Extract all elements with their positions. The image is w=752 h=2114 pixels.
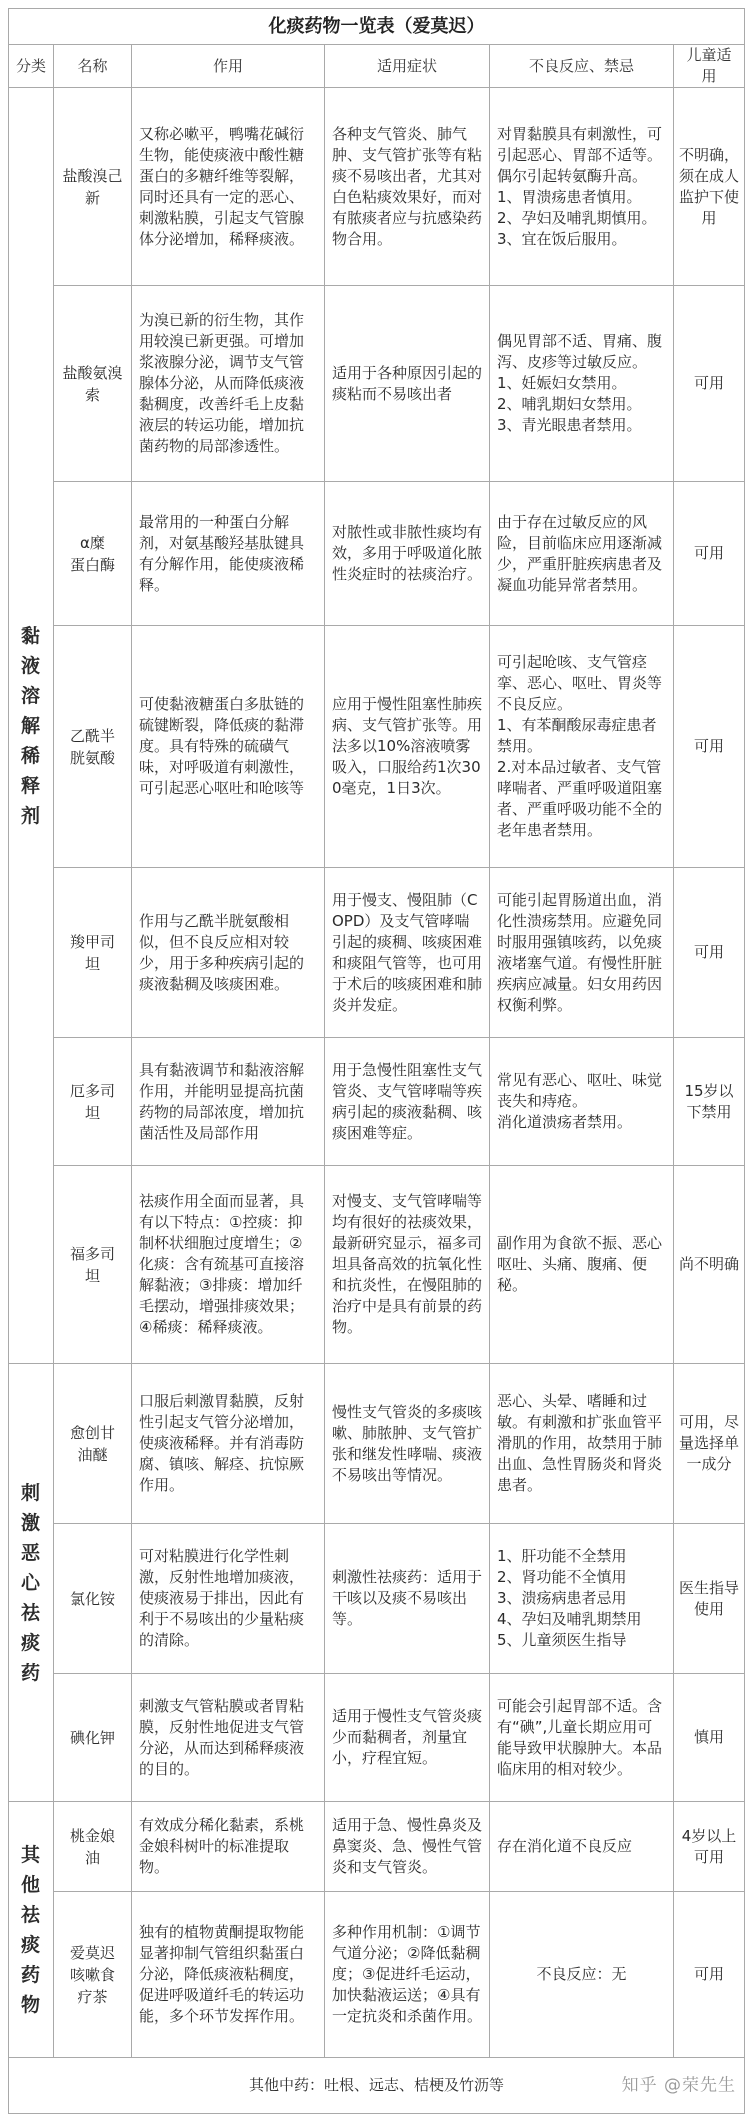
drug-children: 15岁以下禁用 xyxy=(674,1038,745,1166)
drug-name: 福多司 坦 xyxy=(54,1166,132,1364)
drug-action: 作用与乙酰半胱氨酸相似，但不良反应相对较少，用于多种疾病引起的痰液黏稠及咳痰困难。 xyxy=(132,868,325,1038)
category-label: 黏液溶解稀释剂 xyxy=(20,624,41,827)
drug-action: 可使黏液糖蛋白多肽链的硫键断裂，降低痰的黏滞度。具有特殊的硫磺气味，对呼吸道有刺激性，可引起恶心呕吐和呛咳等 xyxy=(132,626,325,868)
drug-children: 可用 xyxy=(674,482,745,626)
header-name: 名称 xyxy=(54,45,132,88)
header-category: 分类 xyxy=(9,45,54,88)
drug-symptoms: 用于慢支、慢阻肺（COPD）及支气管哮喘引起的痰稠、咳痰困难和痰阻气管等，也可用于术后的咳痰困难和肺炎并发症。 xyxy=(325,868,490,1038)
drug-symptoms: 多种作用机制：①调节气道分泌；②降低黏稠度；③促进纤毛运动，加快黏液运送；④具有一定抗炎和杀菌作用。 xyxy=(325,1892,490,2058)
drug-children: 可用 xyxy=(674,1892,745,2058)
drug-children: 尚不明确 xyxy=(674,1166,745,1364)
drug-adverse: 常见有恶心、呕吐、味觉丧失和痔疮。 消化道溃疡者禁用。 xyxy=(490,1038,674,1166)
drug-table xyxy=(8,8,745,2114)
drug-symptoms: 刺激性祛痰药：适用于干咳以及痰不易咳出等。 xyxy=(325,1524,490,1674)
drug-children: 可用 xyxy=(674,286,745,482)
drug-symptoms: 对脓性或非脓性痰均有效，多用于呼吸道化脓性炎症时的祛痰治疗。 xyxy=(325,482,490,626)
header-symptoms: 适用症状 xyxy=(325,45,490,88)
drug-symptoms: 适用于慢性支气管炎痰少而黏稠者，剂量宜小，疗程宜短。 xyxy=(325,1674,490,1802)
drug-name: 盐酸溴己新 xyxy=(54,88,132,286)
drug-action: 刺激支气管粘膜或者胃粘膜，反射性地促进支气管分泌，从而达到稀释痰液的目的。 xyxy=(132,1674,325,1802)
drug-children: 可用 xyxy=(674,626,745,868)
footer-note xyxy=(9,2058,745,2114)
table-row xyxy=(9,626,745,868)
drug-action: 祛痰作用全面而显著，具有以下特点：①控痰：抑制杯状细胞过度增生；②化痰：含有巯基可直接溶解黏液；③排痰：增加纤毛摆动，增强排痰效果；④稀痰：稀释痰液。 xyxy=(132,1166,325,1364)
drug-name: 愈创甘 油醚 xyxy=(54,1364,132,1524)
watermark: 知乎 @荣先生 xyxy=(621,2075,736,2095)
drug-action: 可对粘膜进行化学性刺激，反射性地增加痰液，使痰液易于排出，因此有利于不易咳出的少量粘痰的清除。 xyxy=(132,1524,325,1674)
drug-action: 具有黏液调节和黏液溶解作用，并能明显提高抗菌药物的局部浓度，增加抗菌活性及局部作用 xyxy=(132,1038,325,1166)
table-row xyxy=(9,286,745,482)
drug-adverse: 由于存在过敏反应的风险，目前临床应用逐渐减少，严重肝脏疾病患者及凝血功能异常者禁用。 xyxy=(490,482,674,626)
drug-name: 厄多司 坦 xyxy=(54,1038,132,1166)
drug-children: 可用 xyxy=(674,868,745,1038)
drug-action: 为溴已新的衍生物，其作用较溴已新更强。可增加浆液腺分泌，调节支气管腺体分泌，从而降低痰液黏稠度，改善纤毛上皮黏液层的转运功能，增加抗菌药物的局部渗透性。 xyxy=(132,286,325,482)
drug-name: 盐酸氨溴索 xyxy=(54,286,132,482)
drug-children: 不明确，须在成人监护下使用 xyxy=(674,88,745,286)
drug-children: 医生指导使用 xyxy=(674,1524,745,1674)
drug-children: 可用，尽量选择单一成分 xyxy=(674,1364,745,1524)
table-row xyxy=(9,1038,745,1166)
drug-action: 有效成分稀化黏素，系桃金娘科树叶的标准提取物。 xyxy=(132,1802,325,1892)
drug-adverse: 存在消化道不良反应 xyxy=(490,1802,674,1892)
table-row xyxy=(9,1524,745,1674)
drug-name: 氯化铵 xyxy=(54,1524,132,1674)
category-label: 其他祛痰药物 xyxy=(20,1843,41,2016)
drug-symptoms: 慢性支气管炎的多痰咳嗽、肺脓肿、支气管扩张和继发性哮喘、痰液不易咳出等情况。 xyxy=(325,1364,490,1524)
table-row xyxy=(9,1802,745,1892)
table-row xyxy=(9,868,745,1038)
table-row xyxy=(9,482,745,626)
drug-name: α糜 蛋白酶 xyxy=(54,482,132,626)
table-row xyxy=(9,1364,745,1524)
drug-name: 羧甲司 坦 xyxy=(54,868,132,1038)
table-row xyxy=(9,88,745,286)
drug-symptoms: 适用于急、慢性鼻炎及鼻窦炎、急、慢性气管炎和支气管炎。 xyxy=(325,1802,490,1892)
table-row xyxy=(9,1892,745,2058)
header-row xyxy=(9,45,745,88)
drug-name: 碘化钾 xyxy=(54,1674,132,1802)
header-adverse: 不良反应、禁忌 xyxy=(490,45,674,88)
drug-symptoms: 各种支气管炎、肺气肿、支气管扩张等有粘痰不易咳出者，尤其对白色粘痰效果好，而对有脓痰者应与抗感染药物合用。 xyxy=(325,88,490,286)
drug-name: 爱莫迟 咳嗽食 疗茶 xyxy=(54,1892,132,2058)
drug-symptoms: 应用于慢性阻塞性肺疾病、支气管扩张等。用法多以10%溶液喷雾吸入，口服给药1次300毫克，1日3次。 xyxy=(325,626,490,868)
drug-children: 慎用 xyxy=(674,1674,745,1802)
header-action: 作用 xyxy=(132,45,325,88)
category-cell xyxy=(9,1364,54,1802)
drug-name: 乙酰半 胱氨酸 xyxy=(54,626,132,868)
drug-adverse: 偶见胃部不适、胃痛、腹泻、皮疹等过敏反应。 1、妊娠妇女禁用。 2、哺乳期妇女禁用。 3、青光眼患者禁用。 xyxy=(490,286,674,482)
drug-action: 最常用的一种蛋白分解剂，对氨基酸羟基肽键具有分解作用，能使痰液稀释。 xyxy=(132,482,325,626)
footer-text: 其他中药：吐根、远志、桔梗及竹沥等 xyxy=(248,2076,504,2094)
drug-adverse: 可引起呛咳、支气管痉挛、恶心、呕吐、胃炎等不良反应。 1、有苯酮酸尿毒症患者禁用。 2.对本品过敏者、支气管哮喘者、严重呼吸道阻塞者、严重呼吸功能不全的老年患者禁用。 xyxy=(490,626,674,868)
drug-symptoms: 适用于各种原因引起的痰粘而不易咳出者 xyxy=(325,286,490,482)
drug-adverse: 不良反应：无 xyxy=(490,1892,674,2058)
drug-adverse: 1、肝功能不全禁用 2、肾功能不全慎用 3、溃疡病患者忌用 4、孕妇及哺乳期禁用 5、儿童须医生指导 xyxy=(490,1524,674,1674)
category-cell xyxy=(9,1802,54,2058)
drug-name: 桃金娘 油 xyxy=(54,1802,132,1892)
table-row xyxy=(9,1674,745,1802)
table-body xyxy=(9,88,745,2058)
drug-symptoms: 对慢支、支气管哮喘等均有很好的祛痰效果，最新研究显示，福多司坦具备高效的抗氧化性和抗炎性，在慢阻肺的治疗中是具有前景的药物。 xyxy=(325,1166,490,1364)
drug-action: 口服后刺激胃黏膜，反射性引起支气管分泌增加，使痰液稀释。并有消毒防腐、镇咳、解痉、抗惊厥作用。 xyxy=(132,1364,325,1524)
category-label: 刺激恶心祛痰药 xyxy=(20,1481,41,1684)
table-row xyxy=(9,1166,745,1364)
drug-action: 又称必嗽平，鸭嘴花碱衍生物，能使痰液中酸性糖蛋白的多糖纤维等裂解，同时还具有一定的恶心、刺激粘膜，引起支气管腺体分泌增加，稀释痰液。 xyxy=(132,88,325,286)
table-title: 化痰药物一览表（爱莫迟） xyxy=(9,9,745,45)
drug-symptoms: 用于急慢性阻塞性支气管炎、支气管哮喘等疾病引起的痰液黏稠、咳痰困难等症。 xyxy=(325,1038,490,1166)
category-cell xyxy=(9,88,54,1364)
drug-action: 独有的植物黄酮提取物能显著抑制气管组织黏蛋白分泌，降低痰液粘稠度，促进呼吸道纤毛的转运功能，多个环节发挥作用。 xyxy=(132,1892,325,2058)
drug-adverse: 可能会引起胃部不适。含有“碘”,儿童长期应用可能导致甲状腺肿大。本品临床用的相对较少。 xyxy=(490,1674,674,1802)
drug-children: 4岁以上可用 xyxy=(674,1802,745,1892)
drug-adverse: 恶心、头晕、嗜睡和过敏。有刺激和扩张血管平滑肌的作用，故禁用于肺出血、急性胃肠炎和肾炎患者。 xyxy=(490,1364,674,1524)
drug-adverse: 对胃黏膜具有刺激性，可引起恶心、胃部不适等。偶尔引起转氨酶升高。1、胃溃疡患者慎用。2、孕妇及哺乳期慎用。3、宜在饭后服用。 xyxy=(490,88,674,286)
drug-adverse: 可能引起胃肠道出血，消化性溃疡禁用。应避免同时服用强镇咳药，以免痰液堵塞气道。有慢性肝脏疾病应减量。妇女用药因权衡利弊。 xyxy=(490,868,674,1038)
drug-adverse: 副作用为食欲不振、恶心呕吐、头痛、腹痛、便秘。 xyxy=(490,1166,674,1364)
header-children: 儿童适用 xyxy=(674,45,745,88)
